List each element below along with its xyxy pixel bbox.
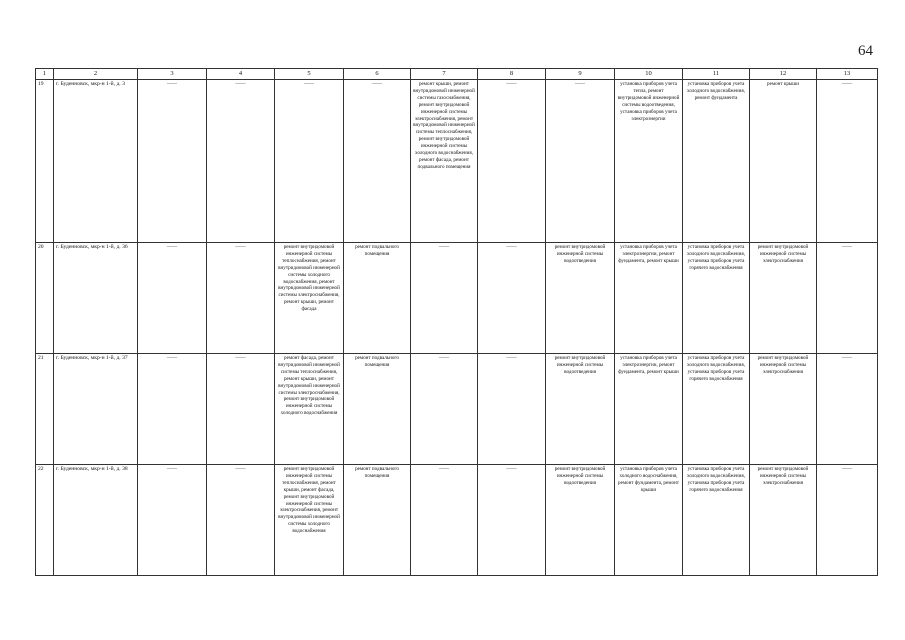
table-cell: —— [817,243,878,354]
table-cell: ремонт внутридомовой инженерной системы электроснабжения [750,243,817,354]
table-row [36,243,878,354]
column-header: 11 [683,69,750,80]
row-number: 21 [36,354,54,465]
table-cell: —— [411,465,478,576]
table-cell: установка приборов учета холодного водоснабжения, установка приборов учета горячего водоснабжения [683,465,750,576]
table-cell: —— [411,243,478,354]
column-header: 9 [546,69,615,80]
table-cell: —— [344,80,411,243]
column-header: 5 [275,69,344,80]
address-cell: г. Буденновск, мкр-н 1-й, д. 38 [54,465,138,576]
table-row [36,80,878,243]
table-cell: ремонт внутридомовой инженерной системы водоотведения [546,354,615,465]
table-cell: ремонт подвального помещения [344,243,411,354]
column-header: 12 [750,69,817,80]
table-cell: установка приборов учета холодного водоснабжения, установка приборов учета горячего водоснабжения [683,243,750,354]
table-cell: —— [207,354,275,465]
column-header: 8 [478,69,546,80]
column-header: 7 [411,69,478,80]
table-cell: установка приборов учета холодного водоснабжения, ремонт фундамента [683,80,750,243]
repair-schedule-table [35,68,878,576]
column-header: 10 [615,69,683,80]
table-cell: установка приборов учета холодного водоснабжения, ремонт фундамента, ремонт крыши [615,465,683,576]
table-cell: —— [478,80,546,243]
table-cell: —— [207,80,275,243]
table-cell: —— [546,80,615,243]
table-cell: —— [478,354,546,465]
column-header: 13 [817,69,878,80]
table-cell: —— [207,465,275,576]
table-row [36,354,878,465]
table-cell: —— [275,80,344,243]
table-cell: —— [478,465,546,576]
table-cell: установка приборов учета холодного водоснабжения, установка приборов учета горячего водоснабжения [683,354,750,465]
table-cell: ремонт внутридомовой инженерной системы теплоснабжения, ремонт крыши, ремонт фасада, ремонт внутридомовой инженерной системы электроснабжения, ремонт внутридомовой инженерной системы холодного водоснабжения [275,465,344,576]
table-cell: —— [138,243,207,354]
table-cell: ремонт внутридомовой инженерной системы теплоснабжения, ремонт внутридомовой инженерной системы холодного водоснабжения, ремонт внутридомовой инженерной системы электроснабжения, ремонт крыши, ремонт фасада [275,243,344,354]
table-cell: —— [411,354,478,465]
address-cell: г. Буденновск, мкр-н 1-й, д. 3 [54,80,138,243]
table-cell: —— [817,465,878,576]
table-cell: —— [138,354,207,465]
table-cell: —— [817,80,878,243]
address-cell: г. Буденновск, мкр-н 1-й, д. 37 [54,354,138,465]
header-row [36,69,878,80]
table-row [36,465,878,576]
table-cell: ремонт подвального помещения [344,465,411,576]
table-cell: ремонт крыши [750,80,817,243]
column-header: 1 [36,69,54,80]
table-cell: —— [138,80,207,243]
row-number: 19 [36,80,54,243]
table-cell: ремонт внутридомовой инженерной системы электроснабжения [750,465,817,576]
column-header: 2 [54,69,138,80]
page-number: 64 [858,43,873,59]
table-cell: установка приборов учета тепла, ремонт внутридомовой инженерной системы водоотведения, установка приборов учета электроэнергии [615,80,683,243]
table-cell: установка приборов учета электроэнергии, ремонт фундамента, ремонт крыши [615,354,683,465]
table-cell: —— [817,354,878,465]
table-cell: ремонт внутридомовой инженерной системы водоотведения [546,243,615,354]
table-cell: —— [478,243,546,354]
table-cell: ремонт подвального помещения [344,354,411,465]
column-header: 6 [344,69,411,80]
table-cell: ремонт крыши, ремонт внутридомовой инженерной системы газоснабжения, ремонт внутридомовой инженерной системы электроснабжения, ремонт внутридомовой инженерной системы теплоснабжения, ремонт внутридомовой инженерной системы холодного водоснабжения, ремонт фасада, ремонт подвального помещения [411,80,478,243]
table-cell: ремонт внутридомовой инженерной системы электроснабжения [750,354,817,465]
table-cell: —— [138,465,207,576]
column-header: 3 [138,69,207,80]
address-cell: г. Буденновск, мкр-н 1-й, д. 36 [54,243,138,354]
table-cell: ремонт внутридомовой инженерной системы водоотведения [546,465,615,576]
row-number: 20 [36,243,54,354]
table-cell: —— [207,243,275,354]
row-number: 22 [36,465,54,576]
table-cell: установка приборов учета электроэнергии, ремонт фундамента, ремонт крыши [615,243,683,354]
column-header: 4 [207,69,275,80]
table-cell: ремонт фасада, ремонт внутридомовой инженерной системы теплоснабжения, ремонт крыши, ремонт внутридомовой инженерной системы электроснабжения, ремонт внутридомовой инженерной системы холодного водоснабжения [275,354,344,465]
